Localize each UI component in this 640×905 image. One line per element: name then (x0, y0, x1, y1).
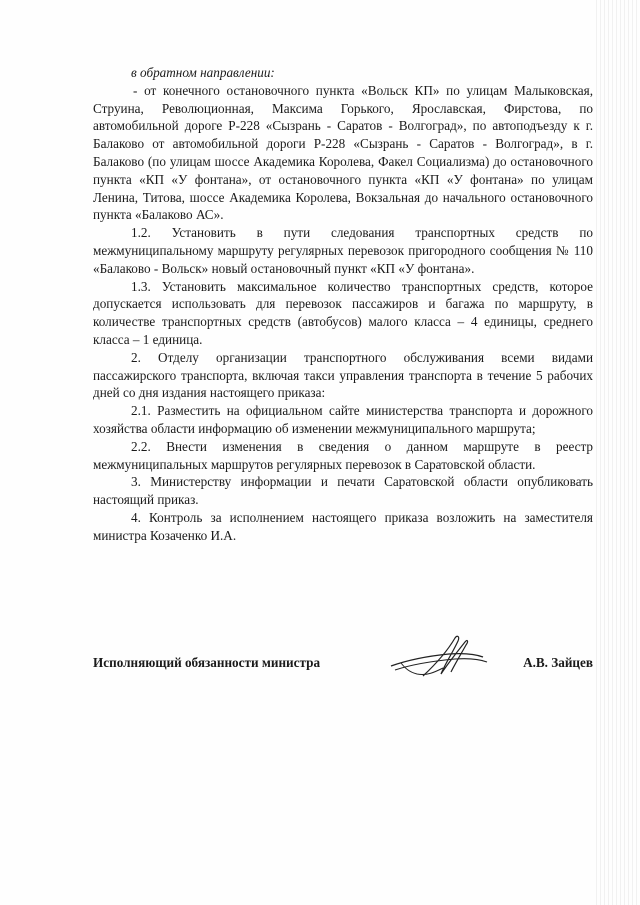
document-body (93, 64, 593, 545)
paragraph-2-1: 2.1. Разместить на официальном сайте министерства транспорта и дорожного хозяйства области информацию об изменении межмуниципального маршрута; (93, 403, 593, 436)
paragraph-1-2: 1.2. Установить в пути следования транспортных средств по межмуниципальному маршруту регулярных перевозок пригородного сообщения № 110 «Балаково - Вольск» новый остановочный пункт «КП «У фонтана». (93, 225, 593, 276)
paragraph-4: 4. Контроль за исполнением настоящего приказа возложить на заместителя министра Козаченко И.А. (93, 509, 593, 543)
direction-subheading: в обратном направлении: (131, 65, 275, 80)
paragraph-1-3: 1.3. Установить максимальное количество транспортных средств, которое допускается использовать для перевозок пассажиров и багажа по маршруту, в количестве транспортных средств (автобусов) малого класса – 4 единицы, среднего класса – 1 единица. (93, 278, 593, 347)
scan-edge (596, 0, 640, 905)
handwritten-signature (383, 632, 493, 682)
paragraph-3: 3. Министерству информации и печати Саратовской области опубликовать настоящий приказ. (93, 474, 593, 508)
paragraph-2: 2. Отделу организации транспортного обслуживания всеми видами пассажирского транспорта, включая такси управления транспорта в течение 5 рабочих дней со дня издания настоящего приказа: (93, 349, 593, 401)
signature-block (93, 644, 593, 684)
signatory-title: Исполняющий обязанности министра (93, 655, 321, 670)
signatory-name: А.В. Зайцев (523, 655, 593, 670)
paragraph-2-2: 2.2. Внести изменения в сведения о данном маршруте в реестр межмуниципальных маршрутов регулярных перевозок в Саратовской области. (93, 438, 593, 472)
route-description-paragraph: - от конечного остановочного пункта «Вольск КП» по улицам Малыковская, Струина, Революционная, Максима Горького, Ярославская, Фирстова, по автомобильной дороге Р-228 «Сызрань - Саратов - Волгоград», по автоподъезду к г. Балаково от автомобильной дороги Р-228 «Сызрань - Саратов - Волгоград», в г. Балаково (по улицам шоссе Академика Королева, Факел Социализма) до остановочного пункта «КП «У фонтана», от остановочного пункта «КП «У фонтана» по улицам Ленина, Титова, шоссе Академика Королева, Вокзальная до начального остановочного пункта «Балаково АС». (93, 82, 593, 223)
